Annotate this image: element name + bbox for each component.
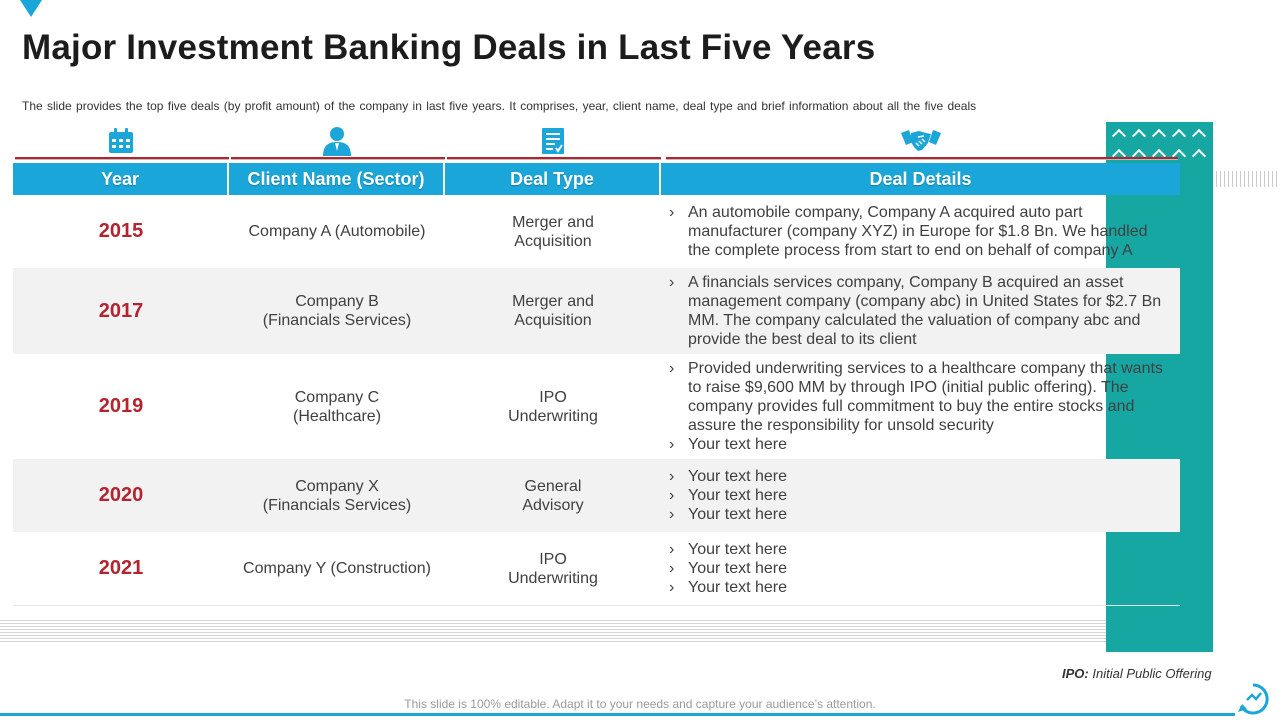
client-cell: Company X (Financials Services): [262, 477, 412, 514]
table-header: [13, 163, 1180, 195]
deals-table: [13, 163, 1180, 605]
detail-bullet: › Your text here: [669, 560, 788, 577]
client-cell: Company Y (Construction): [243, 560, 431, 577]
table-row: [13, 268, 1180, 354]
brand-logo-icon: [1236, 682, 1270, 716]
year-cell: 2015: [98, 220, 144, 242]
year-cell: 2019: [98, 395, 144, 417]
icon-divider: [15, 157, 229, 159]
handshake-icon: [661, 124, 1180, 158]
stripe-decoration-bottom: [0, 620, 1106, 642]
icon-divider: [231, 157, 445, 159]
header-deal-details: Deal Details: [869, 168, 972, 189]
stripe-decoration-right: [1216, 171, 1278, 187]
deal-type-cell: Merger and Acquisition: [512, 293, 594, 329]
table-row: [13, 354, 1180, 459]
table-row: [13, 532, 1180, 605]
person-icon: [229, 124, 445, 158]
icon-divider: [666, 157, 1178, 159]
calendar-icon: [13, 124, 229, 158]
deal-details-cell: [661, 459, 1180, 532]
detail-bullet: › Your text here: [669, 468, 788, 485]
deal-type-cell: IPO Underwriting: [508, 550, 598, 587]
ipo-footnote-text: Initial Public Offering: [1092, 666, 1212, 681]
slide-title: Major Investment Banking Deals in Last Five Years: [22, 28, 876, 67]
detail-bullet: › Your text here: [669, 541, 788, 558]
year-cell: 2020: [98, 484, 144, 506]
header-deal-type: Deal Type: [445, 163, 661, 195]
client-cell: Company C (Healthcare): [292, 388, 382, 425]
icon-divider: [447, 157, 661, 159]
footer-line: [0, 713, 1235, 716]
deal-details-cell: [661, 354, 1180, 459]
deal-details-cell: [661, 268, 1180, 354]
detail-bullet: › Your text here: [669, 487, 788, 504]
detail-bullet: › A financials services company, Company B acquired an asset management company (company abc) in United States for $2.7 Bn MM. The company calculated the valuation of company abc and provide the best deal to its client: [669, 274, 1162, 348]
deal-type-cell: IPO Underwriting: [508, 388, 598, 425]
table-row: [13, 459, 1180, 532]
ipo-footnote: [1062, 666, 1212, 681]
deal-type-cell: Merger and Acquisition: [512, 213, 594, 250]
client-cell: Company A (Automobile): [248, 223, 426, 240]
year-cell: 2017: [98, 299, 144, 322]
detail-bullet: › Your text here: [669, 436, 788, 453]
year-cell: 2021: [98, 557, 144, 579]
table-bottom-line: [13, 605, 1180, 606]
ipo-footnote-label: IPO:: [1062, 666, 1089, 681]
client-cell: Company B (Financials Services): [262, 293, 412, 329]
corner-triangle-decoration: [20, 0, 42, 17]
document-icon: [445, 124, 661, 158]
detail-bullet: › Your text here: [669, 506, 788, 523]
deal-details-cell: [661, 195, 1180, 268]
header-year: Year: [13, 163, 229, 195]
slide-subtitle: The slide provides the top five deals (by profit amount) of the company in last five years. It comprises, year, client name, deal type and brief information about all the five deals: [22, 99, 977, 113]
detail-bullet: › An automobile company, Company A acquired auto part manufacturer (company XYZ) in Europe for $1.8 Bn. We handled the complete process from start to end on behalf of company A: [669, 204, 1148, 259]
detail-bullet: › Provided underwriting services to a healthcare company that wants to raise $9,600 MM by through IPO (initial public offering). The company provides full commitment to buy the entire stocks and assure the responsibility for unsold security: [669, 360, 1163, 434]
detail-bullet: › Your text here: [669, 579, 788, 596]
deal-type-cell: General Advisory: [522, 477, 584, 514]
footer-note: This slide is 100% editable. Adapt it to your needs and capture your audience’s attention.: [404, 697, 876, 711]
header-client: Client Name (Sector): [229, 163, 445, 195]
deal-details-cell: [661, 532, 1180, 605]
table-row: [13, 195, 1180, 268]
